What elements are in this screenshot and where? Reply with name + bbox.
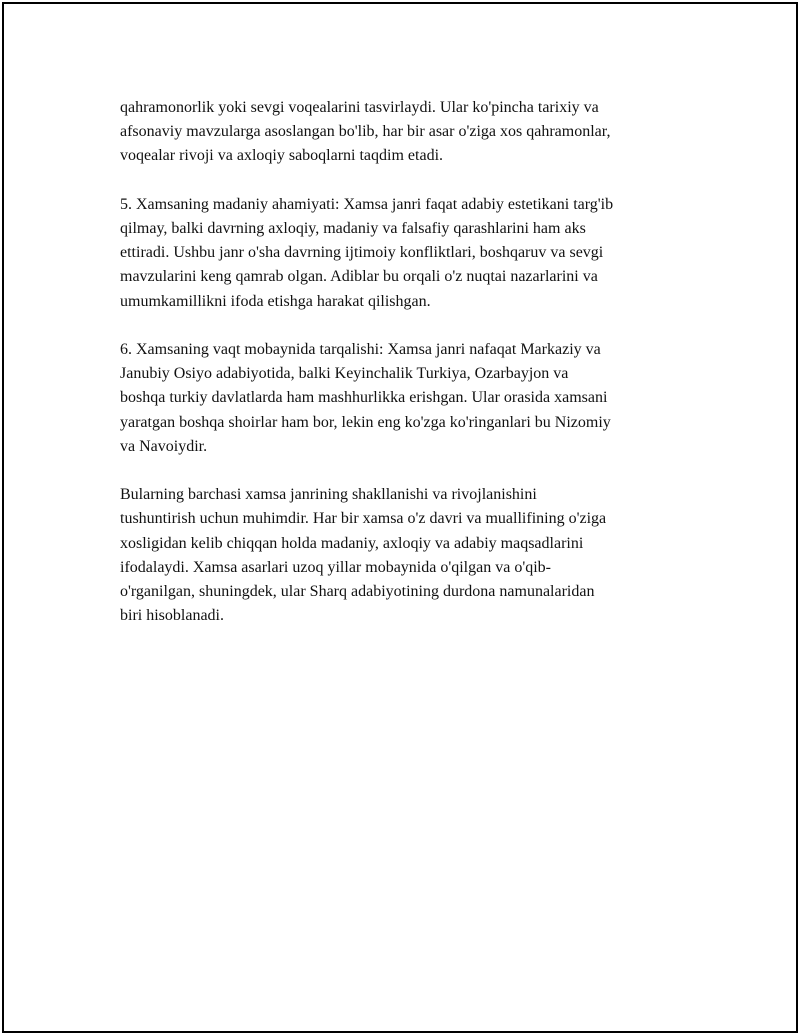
document-page bbox=[2, 2, 798, 1033]
text-line: 5. Xamsaning madaniy ahamiyati: Xamsa janri faqat adabiy estetikani targ'ib bbox=[120, 195, 614, 213]
text-line: mavzularini keng qamrab olgan. Adiblar bu orqali o'z nuqtai nazarlarini va bbox=[120, 268, 598, 286]
text-line: boshqa turkiy davlatlarda ham mashhurlikka erishgan. Ular orasida xamsani bbox=[120, 389, 608, 407]
paragraph-spread-over-time bbox=[120, 338, 695, 459]
text-line: 6. Xamsaning vaqt mobaynida tarqalishi: Xamsa janri nafaqat Markaziy va bbox=[120, 341, 601, 358]
text-line: qahramonorlik yoki sevgi voqealarini tasvirlaydi. Ular ko'pincha tarixiy va bbox=[120, 99, 599, 116]
text-line: biri hisoblanadi. bbox=[120, 607, 224, 625]
paragraph-heroic-themes bbox=[120, 96, 695, 169]
text-line: voqealar rivoji va axloqiy saboqlarni taqdim etadi. bbox=[120, 147, 444, 165]
paragraph-conclusion bbox=[120, 483, 695, 628]
text-line: Janubiy Osiyo adabiyotida, balki Keyinchalik Turkiya, Ozarbayjon va bbox=[120, 365, 569, 383]
text-line: Bularning barchasi xamsa janrining shakllanishi va rivojlanishini bbox=[120, 486, 537, 504]
paragraph-cultural-significance bbox=[120, 193, 695, 314]
text-line: ifodalaydi. Xamsa asarlari uzoq yillar mobaynida o'qilgan va o'qib- bbox=[120, 558, 551, 576]
text-line: umumkamillikni ifoda etishga harakat qilishgan. bbox=[120, 292, 431, 310]
text-line: afsonaviy mavzularga asoslangan bo'lib, har bir asar o'ziga xos qahramonlar, bbox=[120, 123, 611, 141]
text-line: va Navoiydir. bbox=[120, 437, 208, 455]
text-line: ettiradi. Ushbu janr o'sha davrning ijtimoiy konfliktlari, boshqaruv va sevgi bbox=[120, 244, 604, 262]
text-line: yaratgan boshqa shoirlar ham bor, lekin eng ko'zga ko'ringanlari bu Nizomiy bbox=[120, 413, 611, 431]
text-line: qilmay, balki davrning axloqiy, madaniy va falsafiy qarashlarini ham aks bbox=[120, 220, 586, 237]
text-line: xosligidan kelib chiqqan holda madaniy, axloqiy va adabiy maqsadlarini bbox=[120, 534, 584, 552]
document-body bbox=[120, 96, 695, 653]
text-line: o'rganilgan, shuningdek, ular Sharq adabiyotining durdona namunalaridan bbox=[120, 583, 595, 601]
text-line: tushuntirish uchun muhimdir. Har bir xamsa o'z davri va muallifining o'ziga bbox=[120, 510, 607, 528]
